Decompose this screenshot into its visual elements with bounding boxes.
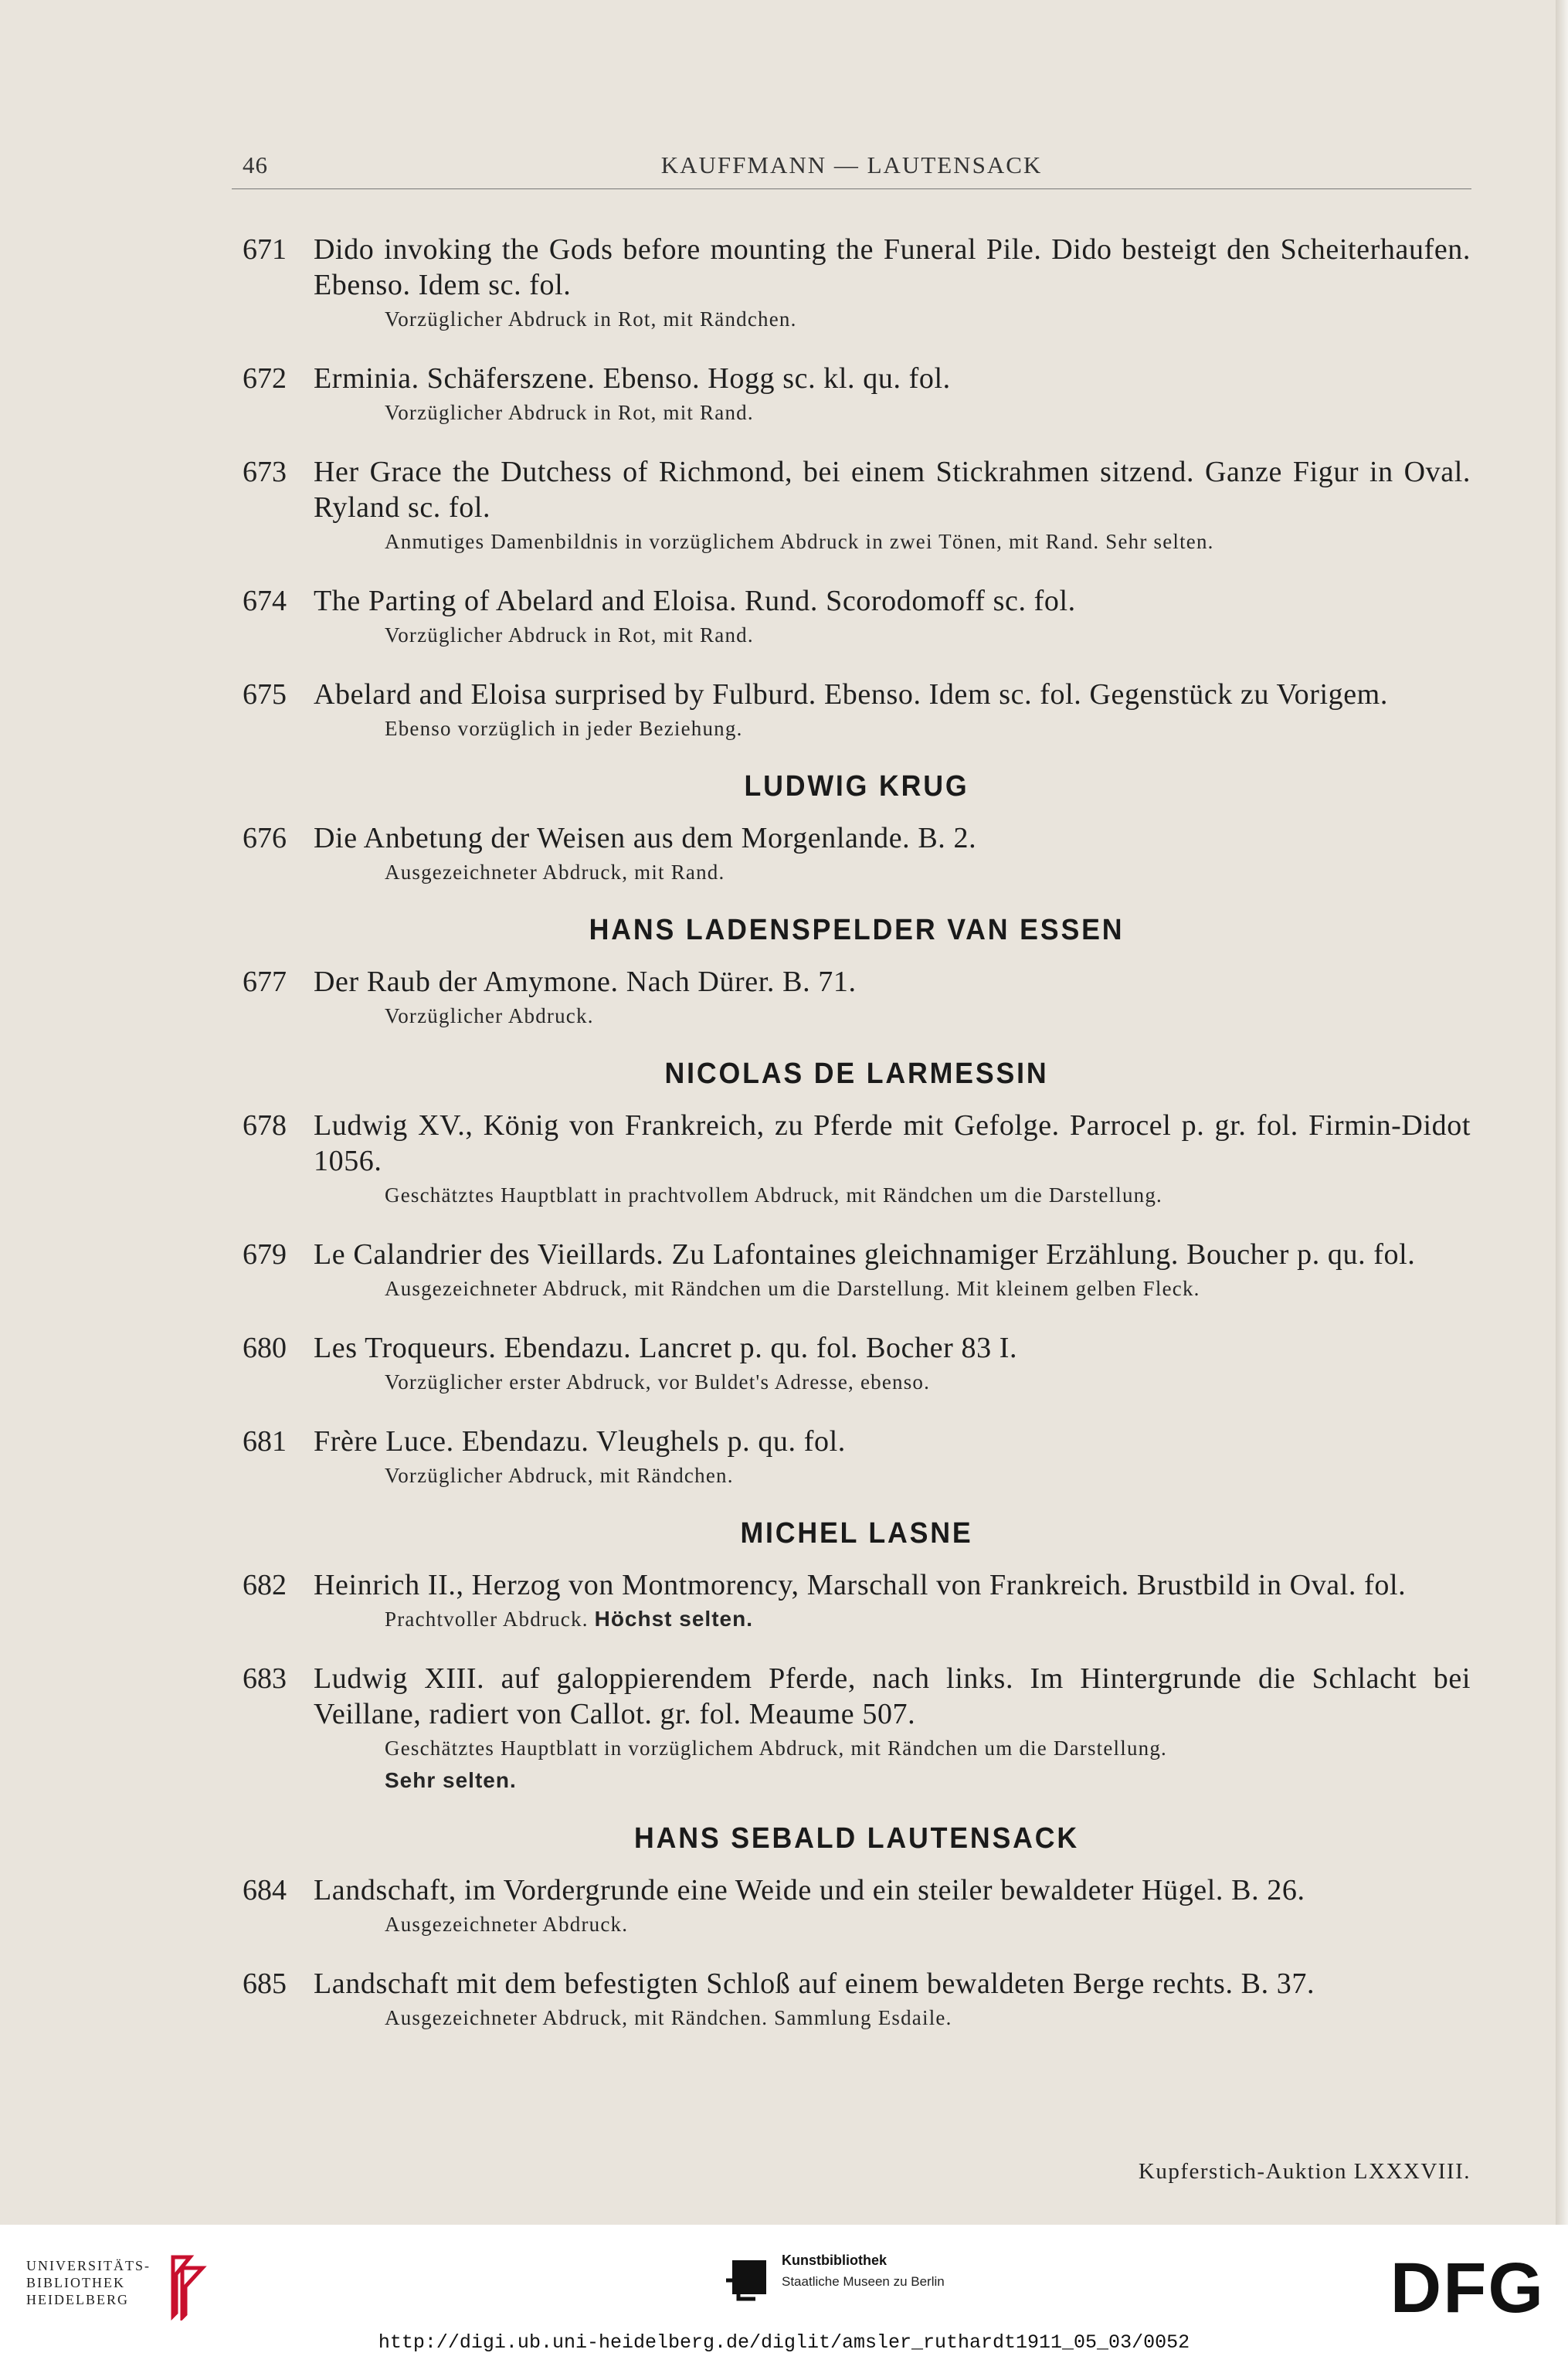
book-mark-icon [142,2251,212,2321]
entry-number: 680 [243,1332,287,1364]
entry-note: Ausgezeichneter Abdruck, mit Rändchen um die Darstellung. Mit kleinem gelben Fleck. [385,1277,1200,1300]
entry-number: 679 [243,1238,287,1271]
catalog-entry-685 [243,1966,1471,2034]
entry-note: Ausgezeichneter Abdruck, mit Rändchen. Sammlung Esdaile. [385,2006,952,2029]
entry-number: 674 [243,585,287,617]
university-logo-line: UNIVERSITÄTS- [26,2258,151,2273]
entry-number: 671 [243,233,287,266]
entry-number: 678 [243,1109,287,1142]
section-heading-lasne: MICHEL LASNE [740,1517,973,1550]
catalog-entry-680 [243,1330,1471,1398]
catalog-entry-677 [243,964,1471,1032]
entry-title: Dido invoking the Gods before mounting the Funeral Pile. Dido besteigt den Scheiterhaufen. Ebenso. Idem sc. fol. [314,233,1471,301]
entry-note-emphasis: Höchst selten. [594,1607,753,1631]
page-number: 46 [243,151,268,178]
entry-number: 685 [243,1967,287,2000]
entry-title: Die Anbetung der Weisen aus dem Morgenlande. B. 2. [314,822,977,854]
entry-note-emphasis: Sehr selten. [385,1768,517,1792]
section-heading-larmessin: NICOLAS DE LARMESSIN [664,1058,1049,1090]
header-rule [232,188,1471,189]
entry-number: 672 [243,362,287,395]
entry-title: Les Troqueurs. Ebendazu. Lancret p. qu. fol. Bocher 83 I. [314,1332,1018,1364]
entry-note-text: Geschätztes Hauptblatt in vorzüglichem Abdruck, mit Rändchen um die Darstellung. [385,1737,1168,1760]
catalog-entry-671 [243,232,1471,335]
entry-number: 677 [243,966,287,998]
entry-note: Vorzüglicher Abdruck in Rot, mit Rändchen. [385,307,797,331]
catalog-entry-675 [243,677,1471,745]
catalog-entry-683 [243,1661,1471,1797]
entry-number: 682 [243,1569,287,1601]
catalog-entry-678 [243,1108,1471,1211]
header-title: KAUFFMANN — LAUTENSACK [660,151,1043,178]
page-edge-shadow [1556,0,1568,2225]
entry-title: Erminia. Schäferszene. Ebenso. Hogg sc. kl. qu. fol. [314,362,951,395]
entry-note-text: Prachtvoller Abdruck. [385,1608,589,1631]
university-logo-text [26,2257,151,2308]
library-subtitle: Staatliche Museen zu Berlin [782,2274,945,2289]
entry-note: Vorzüglicher erster Abdruck, vor Buldet's Adresse, ebenso. [385,1370,931,1394]
entry-number: 681 [243,1425,287,1458]
entry-note [314,1603,1471,1635]
entry-title: Der Raub der Amymone. Nach Dürer. B. 71. [314,966,857,998]
entry-note: Geschätztes Hauptblatt in prachtvollem Abdruck, mit Rändchen um die Darstellung. [385,1183,1163,1207]
digitization-footer [0,2225,1568,2363]
entry-title: Her Grace the Dutchess of Richmond, bei einem Stickrahmen sitzend. Ganze Figur in Oval. Ryland sc. fol. [314,456,1471,524]
running-header [232,148,1471,195]
entry-note: Ausgezeichneter Abdruck, mit Rand. [385,861,725,884]
catalog-entry-676 [243,820,1471,888]
dfg-logo[interactable]: DFG [1390,2249,1545,2327]
section-heading-lautensack: HANS SEBALD LAUTENSACK [633,1822,1080,1855]
entry-title: Abelard and Eloisa surprised by Fulburd. Ebenso. Idem sc. fol. Gegenstück zu Vorigem. [314,678,1388,711]
entry-title: Le Calandrier des Vieillards. Zu Lafontaines gleichnamiger Erzählung. Boucher p. qu. fol. [314,1238,1416,1271]
entry-number: 676 [243,822,287,854]
section-heading-ladenspelder: HANS LADENSPELDER VAN ESSEN [589,914,1125,946]
entry-title: Heinrich II., Herzog von Montmorency, Marschall von Frankreich. Brustbild in Oval. fol. [314,1569,1407,1601]
museum-mark-icon [725,2257,771,2304]
entry-note: Vorzüglicher Abdruck, mit Rändchen. [385,1464,734,1487]
catalog-entry-674 [243,583,1471,651]
entry-title: Frère Luce. Ebendazu. Vleughels p. qu. fol. [314,1425,846,1458]
catalog-list [243,232,1471,2059]
entry-note [314,1732,1471,1797]
entry-note: Ausgezeichneter Abdruck. [385,1913,629,1936]
catalog-entry-682 [243,1567,1471,1635]
entry-note: Vorzüglicher Abdruck. [385,1004,594,1027]
entry-number: 684 [243,1874,287,1906]
catalog-entry-673 [243,454,1471,558]
catalog-entry-672 [243,361,1471,429]
university-logo-line: BIBLIOTHEK [26,2275,125,2290]
entry-title: Ludwig XIII. auf galoppierendem Pferde, nach links. Im Hintergrunde die Schlacht bei Veillane, radiert von Callot. gr. fol. Meaume 507. [314,1662,1471,1730]
entry-title: Landschaft, im Vordergrunde eine Weide und ein steiler bewaldeter Hügel. B. 26. [314,1874,1305,1906]
entry-note: Vorzüglicher Abdruck in Rot, mit Rand. [385,623,754,647]
library-name: Kunstbibliothek [782,2253,887,2268]
catalog-entry-684 [243,1872,1471,1940]
university-library-logo[interactable] [26,2251,212,2321]
source-url-link[interactable]: http://digi.ub.uni-heidelberg.de/diglit/amsler_ruthardt1911_05_03/0052 [378,2331,1190,2354]
entry-title: The Parting of Abelard and Eloisa. Rund. Scorodomoff sc. fol. [314,585,1076,617]
entry-note: Vorzüglicher Abdruck in Rot, mit Rand. [385,401,754,424]
signature-footnote: Kupferstich-Auktion LXXXVIII. [1138,2159,1471,2184]
university-logo-line: HEIDELBERG [26,2292,129,2307]
catalog-entry-679 [243,1237,1471,1305]
entry-title: Landschaft mit dem befestigten Schloß auf einem bewaldeten Berge rechts. B. 37. [314,1967,1315,2000]
entry-number: 683 [243,1662,287,1695]
entry-note: Ebenso vorzüglich in jeder Beziehung. [385,717,743,740]
entry-number: 675 [243,678,287,711]
section-heading-krug: LUDWIG KRUG [744,770,969,803]
entry-note: Anmutiges Damenbildnis in vorzüglichem Abdruck in zwei Tönen, mit Rand. Sehr selten. [385,530,1214,553]
entry-number: 673 [243,456,287,488]
kunstbibliothek-logo[interactable] [725,2249,956,2311]
catalog-entry-681 [243,1424,1471,1492]
entry-title: Ludwig XV., König von Frankreich, zu Pferde mit Gefolge. Parrocel p. gr. fol. Firmin-Didot 1056. [314,1109,1471,1177]
